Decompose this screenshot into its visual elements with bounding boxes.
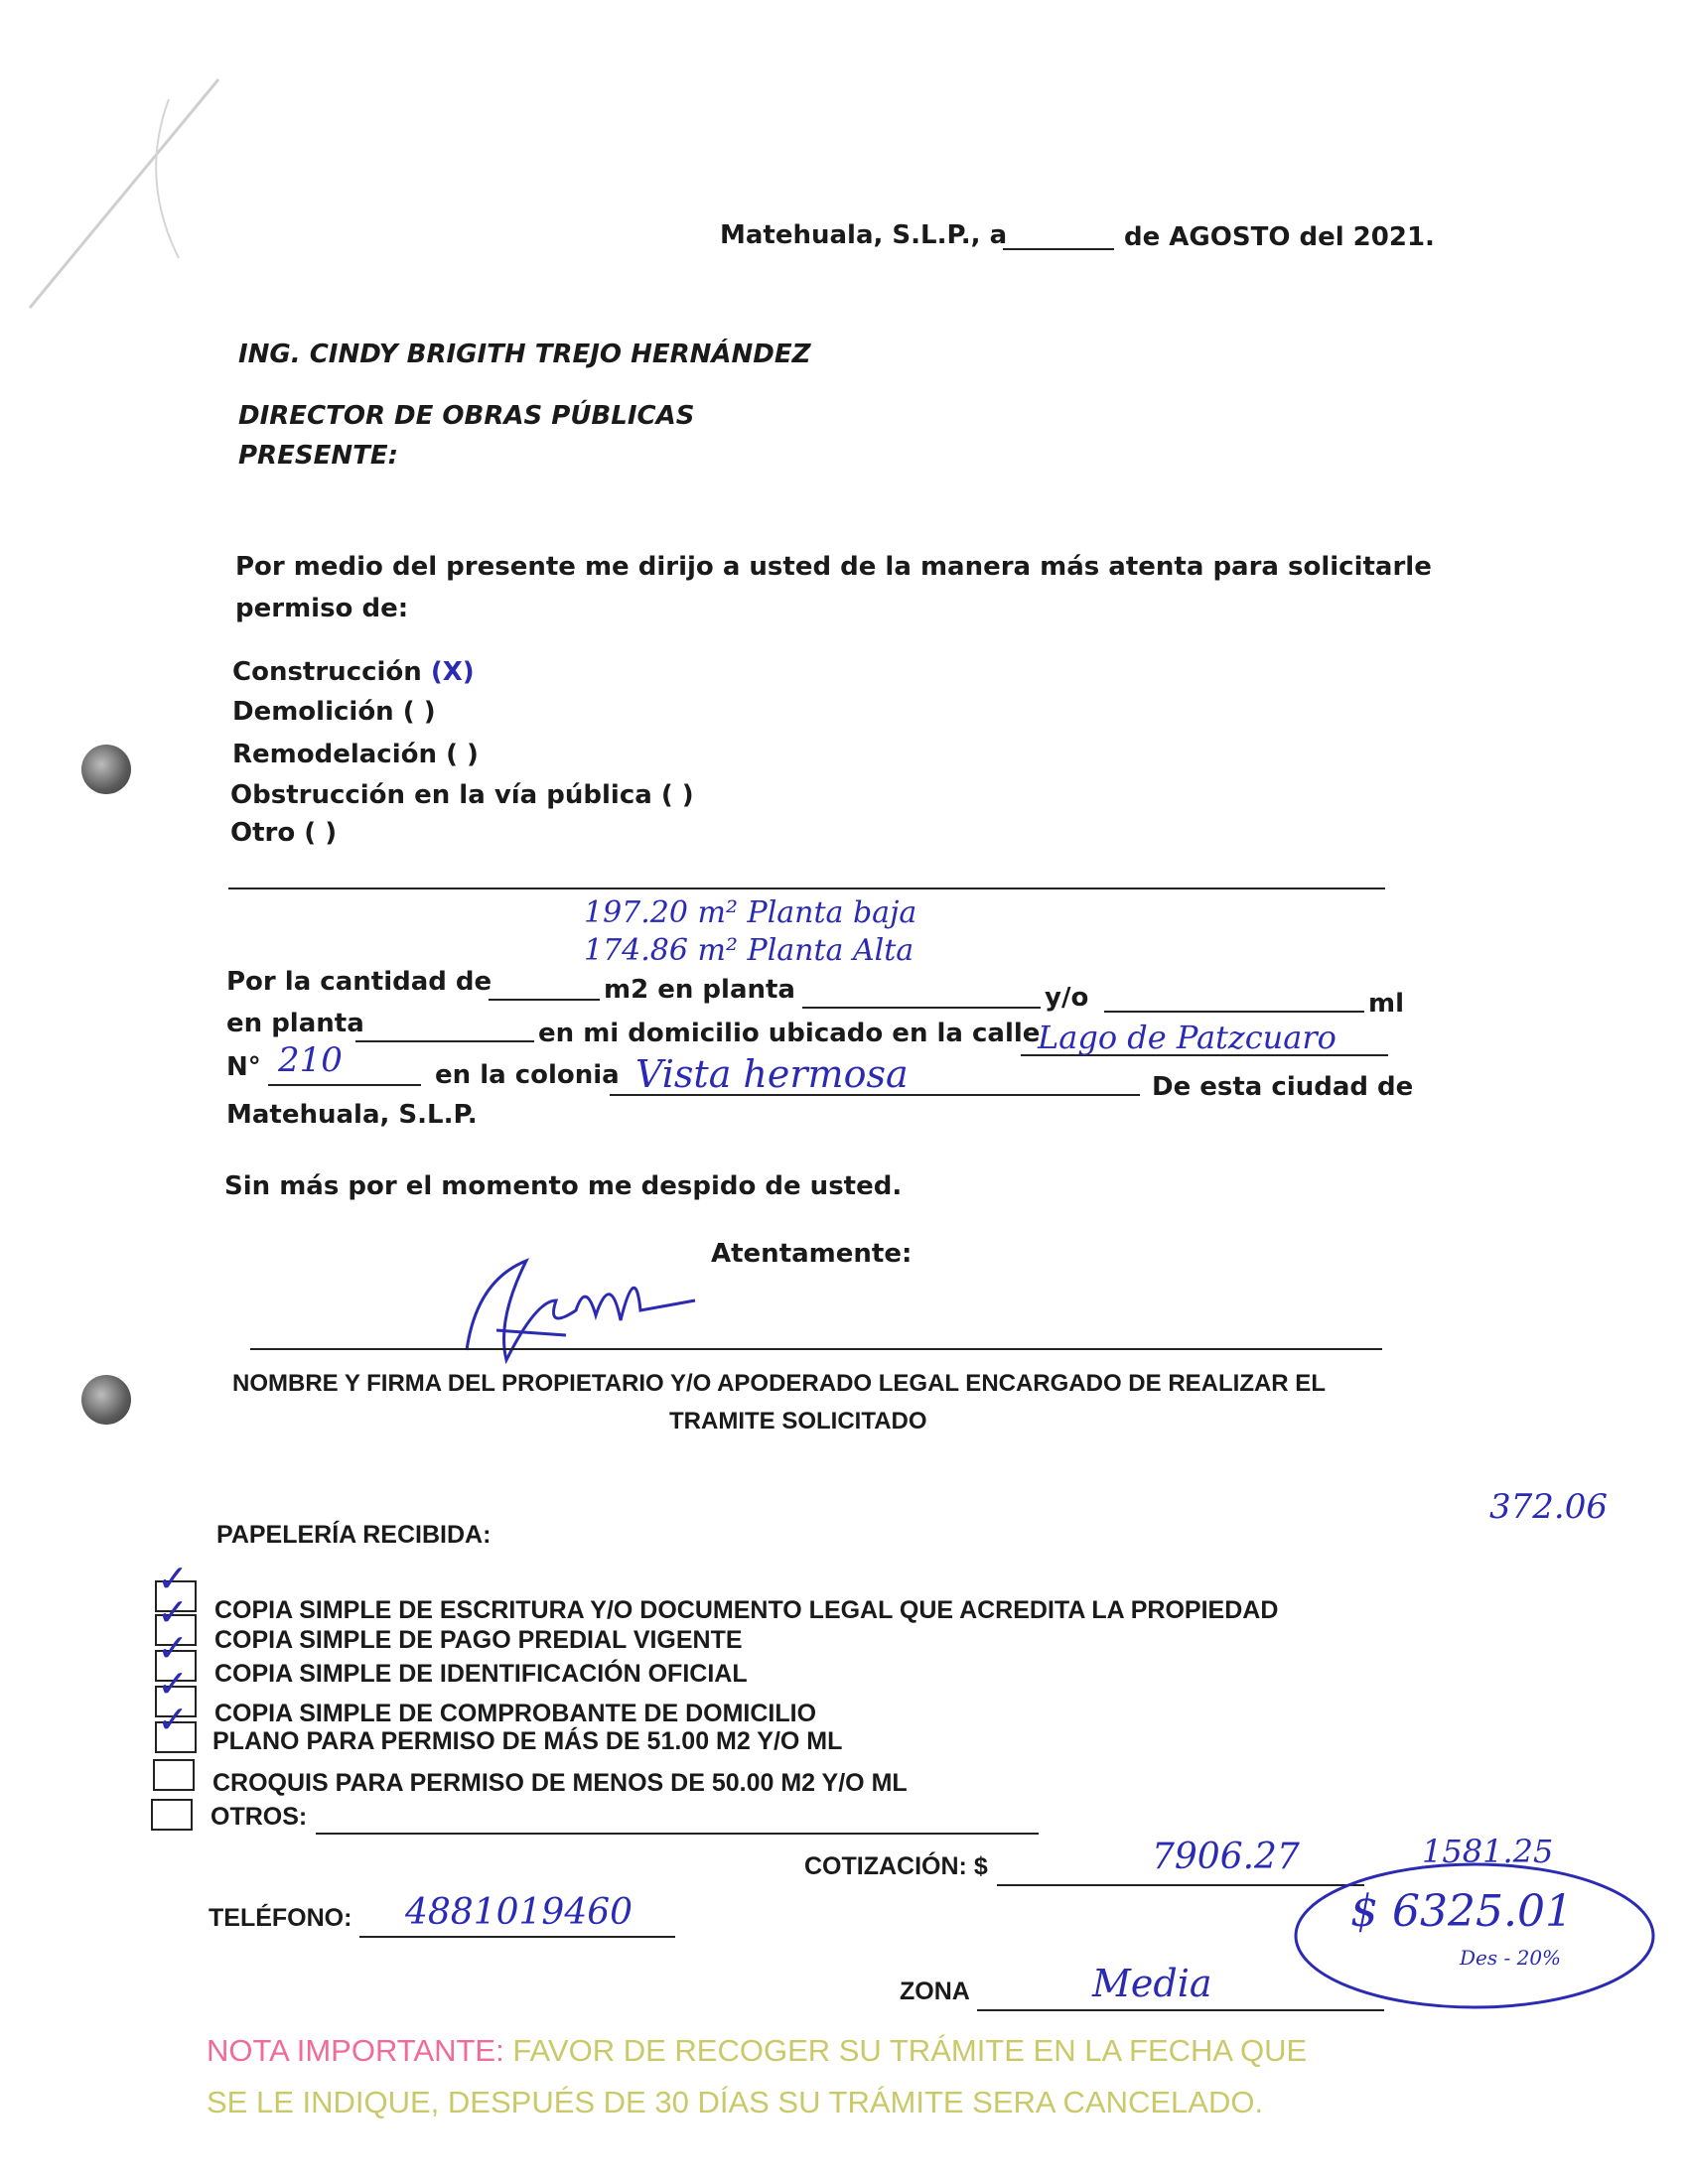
signature-caption-line-1: NOMBRE Y FIRMA DEL PROPIETARIO Y/O APODERADO LEGAL ENCARGADO DE REALIZAR EL <box>232 1370 1326 1397</box>
permit-option-label: Otro <box>230 818 296 848</box>
papeleria-item-domicilio: COPIA SIMPLE DE COMPROBANTE DE DOMICILIO <box>214 1700 817 1727</box>
addressee-salutation: PRESENTE: <box>238 441 398 471</box>
checkbox-croquis[interactable] <box>153 1759 195 1791</box>
checkmark-icon: ✓ <box>157 1662 189 1706</box>
zona-label: ZONA <box>900 1978 970 2005</box>
nota-text-2: SE LE INDIQUE, DESPUÉS DE 30 DÍAS SU TRÁMITE SERA CANCELADO. <box>207 2085 1264 2119</box>
papeleria-item-croquis: CROQUIS PARA PERMISO DE MENOS DE 50.00 M2 Y/O ML <box>212 1769 908 1797</box>
addressee-name: ING. CINDY BRIGITH TREJO HERNÁNDEZ <box>238 340 811 369</box>
nota-importante <box>207 2033 1307 2069</box>
papeleria-item-plano: PLANO PARA PERMISO DE MÁS DE 51.00 M2 Y/O ML <box>212 1727 843 1755</box>
number-line <box>268 1084 421 1086</box>
otros-line <box>316 1833 1039 1835</box>
papeleria-item-otros: OTROS: <box>211 1803 308 1831</box>
seal-remnant-graphic <box>20 60 238 318</box>
checkmark-icon: ✓ <box>157 1557 189 1600</box>
permit-option-mark: ( ) <box>402 697 436 727</box>
nota-label: NOTA IMPORTANTE: <box>207 2033 504 2068</box>
quantity-en-planta: en planta <box>226 1009 364 1038</box>
checkmark-icon: ✓ <box>157 1698 189 1741</box>
quantity-colonia: en la colonia <box>435 1060 620 1090</box>
handwritten-street: Lago de Patzcuaro <box>1038 1019 1336 1056</box>
punch-hole-top <box>81 745 131 794</box>
permit-option-mark: ( ) <box>660 780 694 810</box>
permit-option-construccion[interactable] <box>232 657 475 687</box>
handwritten-discount: 1581.25 <box>1422 1833 1554 1870</box>
handwritten-area-1: 197.20 m² Planta baja <box>584 895 917 930</box>
checkmark-icon: ✓ <box>157 1590 189 1634</box>
nota-text-1: FAVOR DE RECOGER SU TRÁMITE EN LA FECHA QUE <box>512 2033 1308 2068</box>
handwritten-margin-note: 372.06 <box>1489 1487 1608 1527</box>
checkbox-otros[interactable] <box>151 1799 193 1831</box>
punch-hole-bottom <box>81 1375 131 1425</box>
quantity-line <box>489 999 600 1001</box>
quantity-unit: m2 en planta <box>604 975 795 1005</box>
intro-line-1: Por medio del presente me dirijo a usted de la manera más atenta para solicitarle <box>235 552 1432 582</box>
intro-line-2: permiso de: <box>235 594 409 623</box>
handwritten-area-2: 174.86 m² Planta Alta <box>584 933 914 968</box>
ml-line <box>1104 1011 1364 1013</box>
en-planta-line <box>355 1040 534 1042</box>
permit-option-mark: (X) <box>430 657 475 687</box>
papeleria-item-escritura: COPIA SIMPLE DE ESCRITURA Y/O DOCUMENTO LEGAL QUE ACREDITA LA PROPIEDAD <box>214 1596 1279 1624</box>
quantity-number-label: N° <box>226 1052 261 1082</box>
handwritten-zona: Media <box>1092 1962 1212 2005</box>
permit-option-label: Remodelación <box>232 740 438 769</box>
quantity-ciudad: De esta ciudad de <box>1152 1072 1414 1102</box>
closing-farewell: Sin más por el momento me despido de usted. <box>224 1171 903 1201</box>
cotizacion-label: COTIZACIÓN: $ <box>804 1852 988 1880</box>
permit-option-label: Obstrucción en la vía pública <box>230 780 652 810</box>
permit-option-label: Demolición <box>232 697 394 727</box>
handwritten-total: $ 6325.01 <box>1350 1886 1573 1937</box>
quantity-ml: ml <box>1368 989 1405 1019</box>
checkmark-icon: ✓ <box>157 1626 189 1670</box>
handwritten-discount-note: Des - 20% <box>1460 1946 1562 1970</box>
handwritten-number: 210 <box>278 1040 343 1080</box>
zona-line <box>977 2009 1384 2011</box>
signature-graphic <box>437 1241 735 1370</box>
permit-option-obstruccion[interactable] <box>230 780 694 810</box>
closing-atentamente: Atentamente: <box>711 1239 913 1269</box>
quantity-or: y/o <box>1045 983 1089 1013</box>
permit-option-label: Construcción <box>232 657 422 687</box>
plant-line <box>802 1007 1041 1009</box>
place-date-prefix: Matehuala, S.L.P., a <box>720 220 1008 250</box>
handwritten-cotizacion: 7906.27 <box>1152 1837 1300 1877</box>
papeleria-item-predial: COPIA SIMPLE DE PAGO PREDIAL VIGENTE <box>214 1626 743 1654</box>
signature-line <box>250 1348 1382 1350</box>
handwritten-telefono: 4881019460 <box>405 1892 633 1933</box>
otro-fill-line <box>228 887 1385 889</box>
papeleria-title: PAPELERÍA RECIBIDA: <box>216 1521 492 1549</box>
permit-option-mark: ( ) <box>446 740 479 769</box>
papeleria-item-identificacion: COPIA SIMPLE DE IDENTIFICACIÓN OFICIAL <box>214 1660 748 1688</box>
permit-option-remodelacion[interactable] <box>232 740 479 769</box>
quantity-prefix: Por la cantidad de <box>226 967 492 997</box>
place-date-suffix: de AGOSTO del 2021. <box>1124 222 1435 252</box>
telefono-label: TELÉFONO: <box>209 1904 352 1932</box>
quantity-city: Matehuala, S.L.P. <box>226 1100 478 1130</box>
quantity-domicilio: en mi domicilio ubicado en la calle <box>538 1019 1041 1048</box>
permit-option-otro[interactable] <box>230 818 337 848</box>
signature-caption-line-2: TRAMITE SOLICITADO <box>669 1408 927 1434</box>
addressee-position: DIRECTOR DE OBRAS PÚBLICAS <box>238 401 695 431</box>
handwritten-colony: Vista hermosa <box>635 1052 909 1096</box>
permit-option-mark: ( ) <box>304 818 338 848</box>
permit-option-demolicion[interactable] <box>232 697 436 727</box>
date-day-line <box>1003 248 1114 250</box>
telefono-line <box>359 1936 675 1938</box>
